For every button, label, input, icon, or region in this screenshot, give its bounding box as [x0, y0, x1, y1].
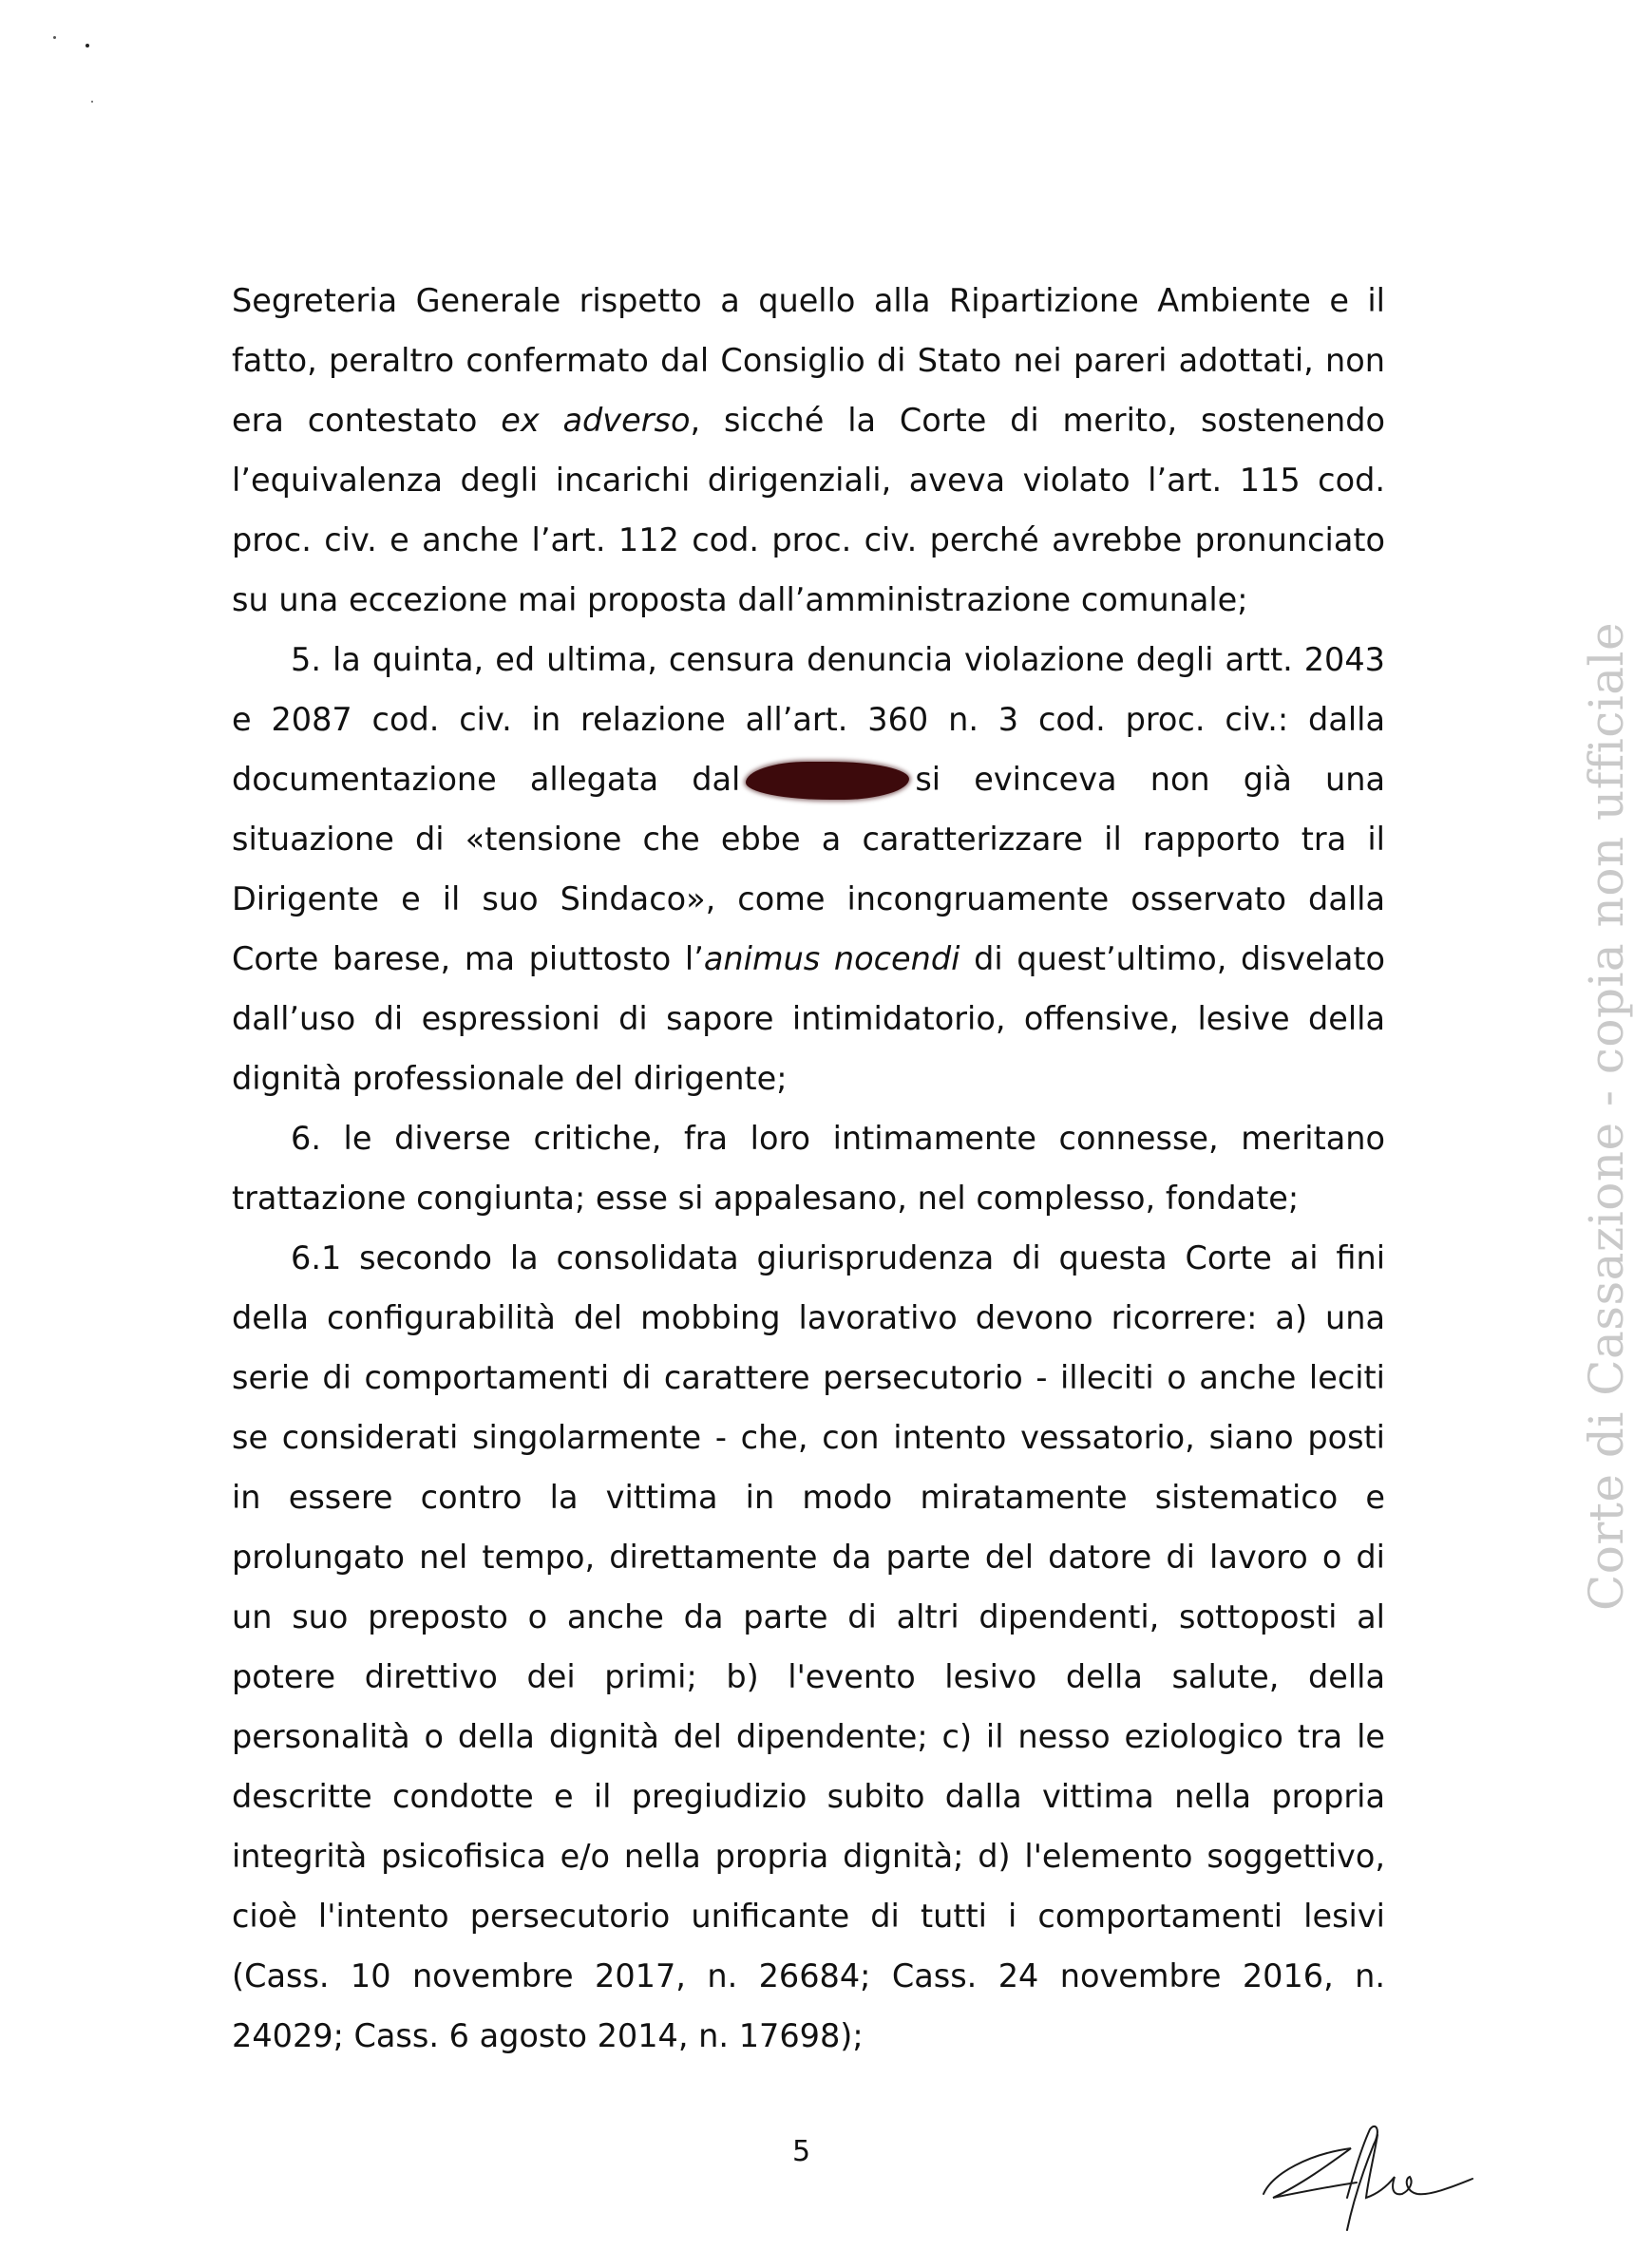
body-text	[232, 271, 1385, 2066]
text-run: 5. la quinta, ed ultima, censura denuncia violazione degli artt. 2043 e 2087 cod. civ. in relazione all’art. 360 n. 3 cod. proc. civ.: dalla documentazione allegata dal	[232, 641, 1385, 798]
page-number: 5	[791, 2135, 811, 2168]
italic-term: ex adverso	[501, 402, 691, 439]
paragraph-point-6	[232, 1108, 1385, 1228]
text-run: Segreteria Generale rispetto a quello alla Ripartizione Ambiente e il fatto, peraltro confermato dal Consiglio di Stato nei pareri adottati, non era contestato	[232, 282, 1385, 439]
scan-speck	[91, 101, 93, 103]
scan-speck	[86, 44, 89, 47]
signature-mark	[1235, 2107, 1477, 2240]
scan-speck	[53, 36, 56, 39]
text-run: si evinceva non già una situazione di «tensione che ebbe a caratterizzare il rapporto tra il Dirigente e il suo Sindaco», come incongruamente osservato dalla Corte barese, ma piuttosto l’	[232, 761, 1386, 977]
text-run: 6. le diverse critiche, fra loro intimamente connesse, meritano trattazione congiunta; esse si appalesano, nel complesso, fondate;	[232, 1120, 1385, 1217]
text-run: di quest’ultimo, disvelato dall’uso di espressioni di sapore intimidatorio, offensive, lesive della dignità professionale del dirigente;	[232, 940, 1385, 1097]
italic-term: animus nocendi	[703, 940, 960, 977]
watermark: Corte di Cassazione - copia non ufficiale	[1579, 621, 1634, 1611]
paragraph-point-6-1	[232, 1228, 1385, 2066]
text-run: , sicché la Corte di merito, sostenendo l’equivalenza degli incarichi dirigenziali, aveva violato l’art. 115 cod. proc. civ. e anche l’art. 112 cod. proc. civ. perché avrebbe pronunciato su una eccezione mai proposta dall’amministrazione comunale;	[232, 402, 1385, 618]
redaction-mark	[746, 762, 909, 800]
paragraph-continuation	[232, 271, 1385, 630]
paragraph-point-5	[232, 630, 1385, 1108]
text-run: 6.1 secondo la consolidata giurisprudenza di questa Corte ai fini della configurabilità del mobbing lavorativo devono ricorrere: a) una serie di comportamenti di carattere persecutorio - illeciti o anche leciti se considerati singolarmente - che, con intento vessatorio, siano posti in essere contro la vittima in modo miratamente sistematico e prolungato nel tempo, direttamente da parte del datore di lavoro o di un suo preposto o anche da parte di altri dipendenti, sottoposti al potere direttivo dei primi; b) l'evento lesivo della salute, della personalità o della dignità del dipendente; c) il nesso eziologico tra le descritte condotte e il pregiudizio subito dalla vittima nella propria integrità psicofisica e/o nella propria dignità; d) l'elemento soggettivo, cioè l'intento persecutorio unificante di tutti i comportamenti lesivi (Cass. 10 novembre 2017, n. 26684; Cass. 24 novembre 2016, n. 24029; Cass. 6 agosto 2014, n. 17698);	[232, 1239, 1385, 2054]
